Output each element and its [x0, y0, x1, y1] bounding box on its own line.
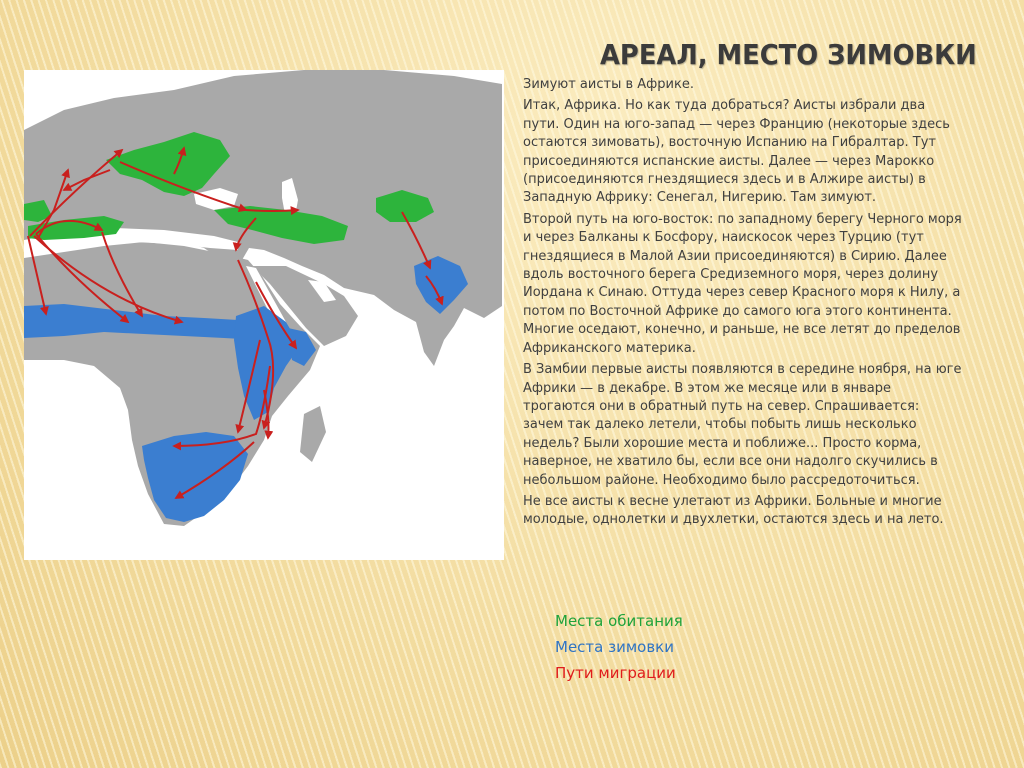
- paragraph-1: Зимуют аисты в Африке.: [523, 77, 694, 92]
- legend-migration: Пути миграции: [555, 664, 676, 682]
- article-text: [523, 76, 963, 533]
- paragraph-4: В Замбии первые аисты появляются в середине ноября, на юге Африки — в декабре. В этом же месяце или в январе трогаются они в обратный путь на север. Спрашивается: зачем так далеко летели, чтобы побыть лишь несколько недель? Были хорошие места и поближе... Просто корма, наверное, не хватило бы, если все они надолго скучились в небольшом районе. Необходимо было рассредоточиться.: [523, 362, 962, 488]
- paragraph-3: Второй путь на юго-восток: по западному берегу Черного моря и через Балканы к Босфору, наискосок через Турцию (тут гнездящиеся в Малой Азии присоединяются) в Сирию. Далее вдоль восточного берега Средиземного моря, через долину Иордана к Синаю. Оттуда через север Красного моря к Нилу, а потом по Восточной Африке до самого юга этого континента. Многие оседают, конечно, и раньше, не все летят до пределов Африканского материка.: [523, 211, 962, 356]
- legend-wintering: Места зимовки: [555, 638, 674, 656]
- legend-habitat: Места обитания: [555, 612, 683, 630]
- paragraph-2: Итак, Африка. Но как туда добраться? Аисты избрали два пути. Один на юго-запад — через Францию (некоторые здесь остаются зимовать), восточную Испанию на Гибралтар. Тут присоединяются испанские аисты. Далее — через Марокко (присоединяются гнездящиеся здесь и в Алжире аисты) в Западную Африку: Сенегал, Нигерию. Там зимуют.: [523, 98, 950, 206]
- migration-map: [24, 70, 504, 560]
- paragraph-5: Не все аисты к весне улетают из Африки. Больные и многие молодые, однолетки и двухлетки, остаются здесь и на лето.: [523, 493, 944, 528]
- slide-title: АРЕАЛ, МЕСТО ЗИМОВКИ: [600, 38, 977, 71]
- map-legend: [555, 608, 855, 686]
- route-caucasus-east: [246, 210, 298, 211]
